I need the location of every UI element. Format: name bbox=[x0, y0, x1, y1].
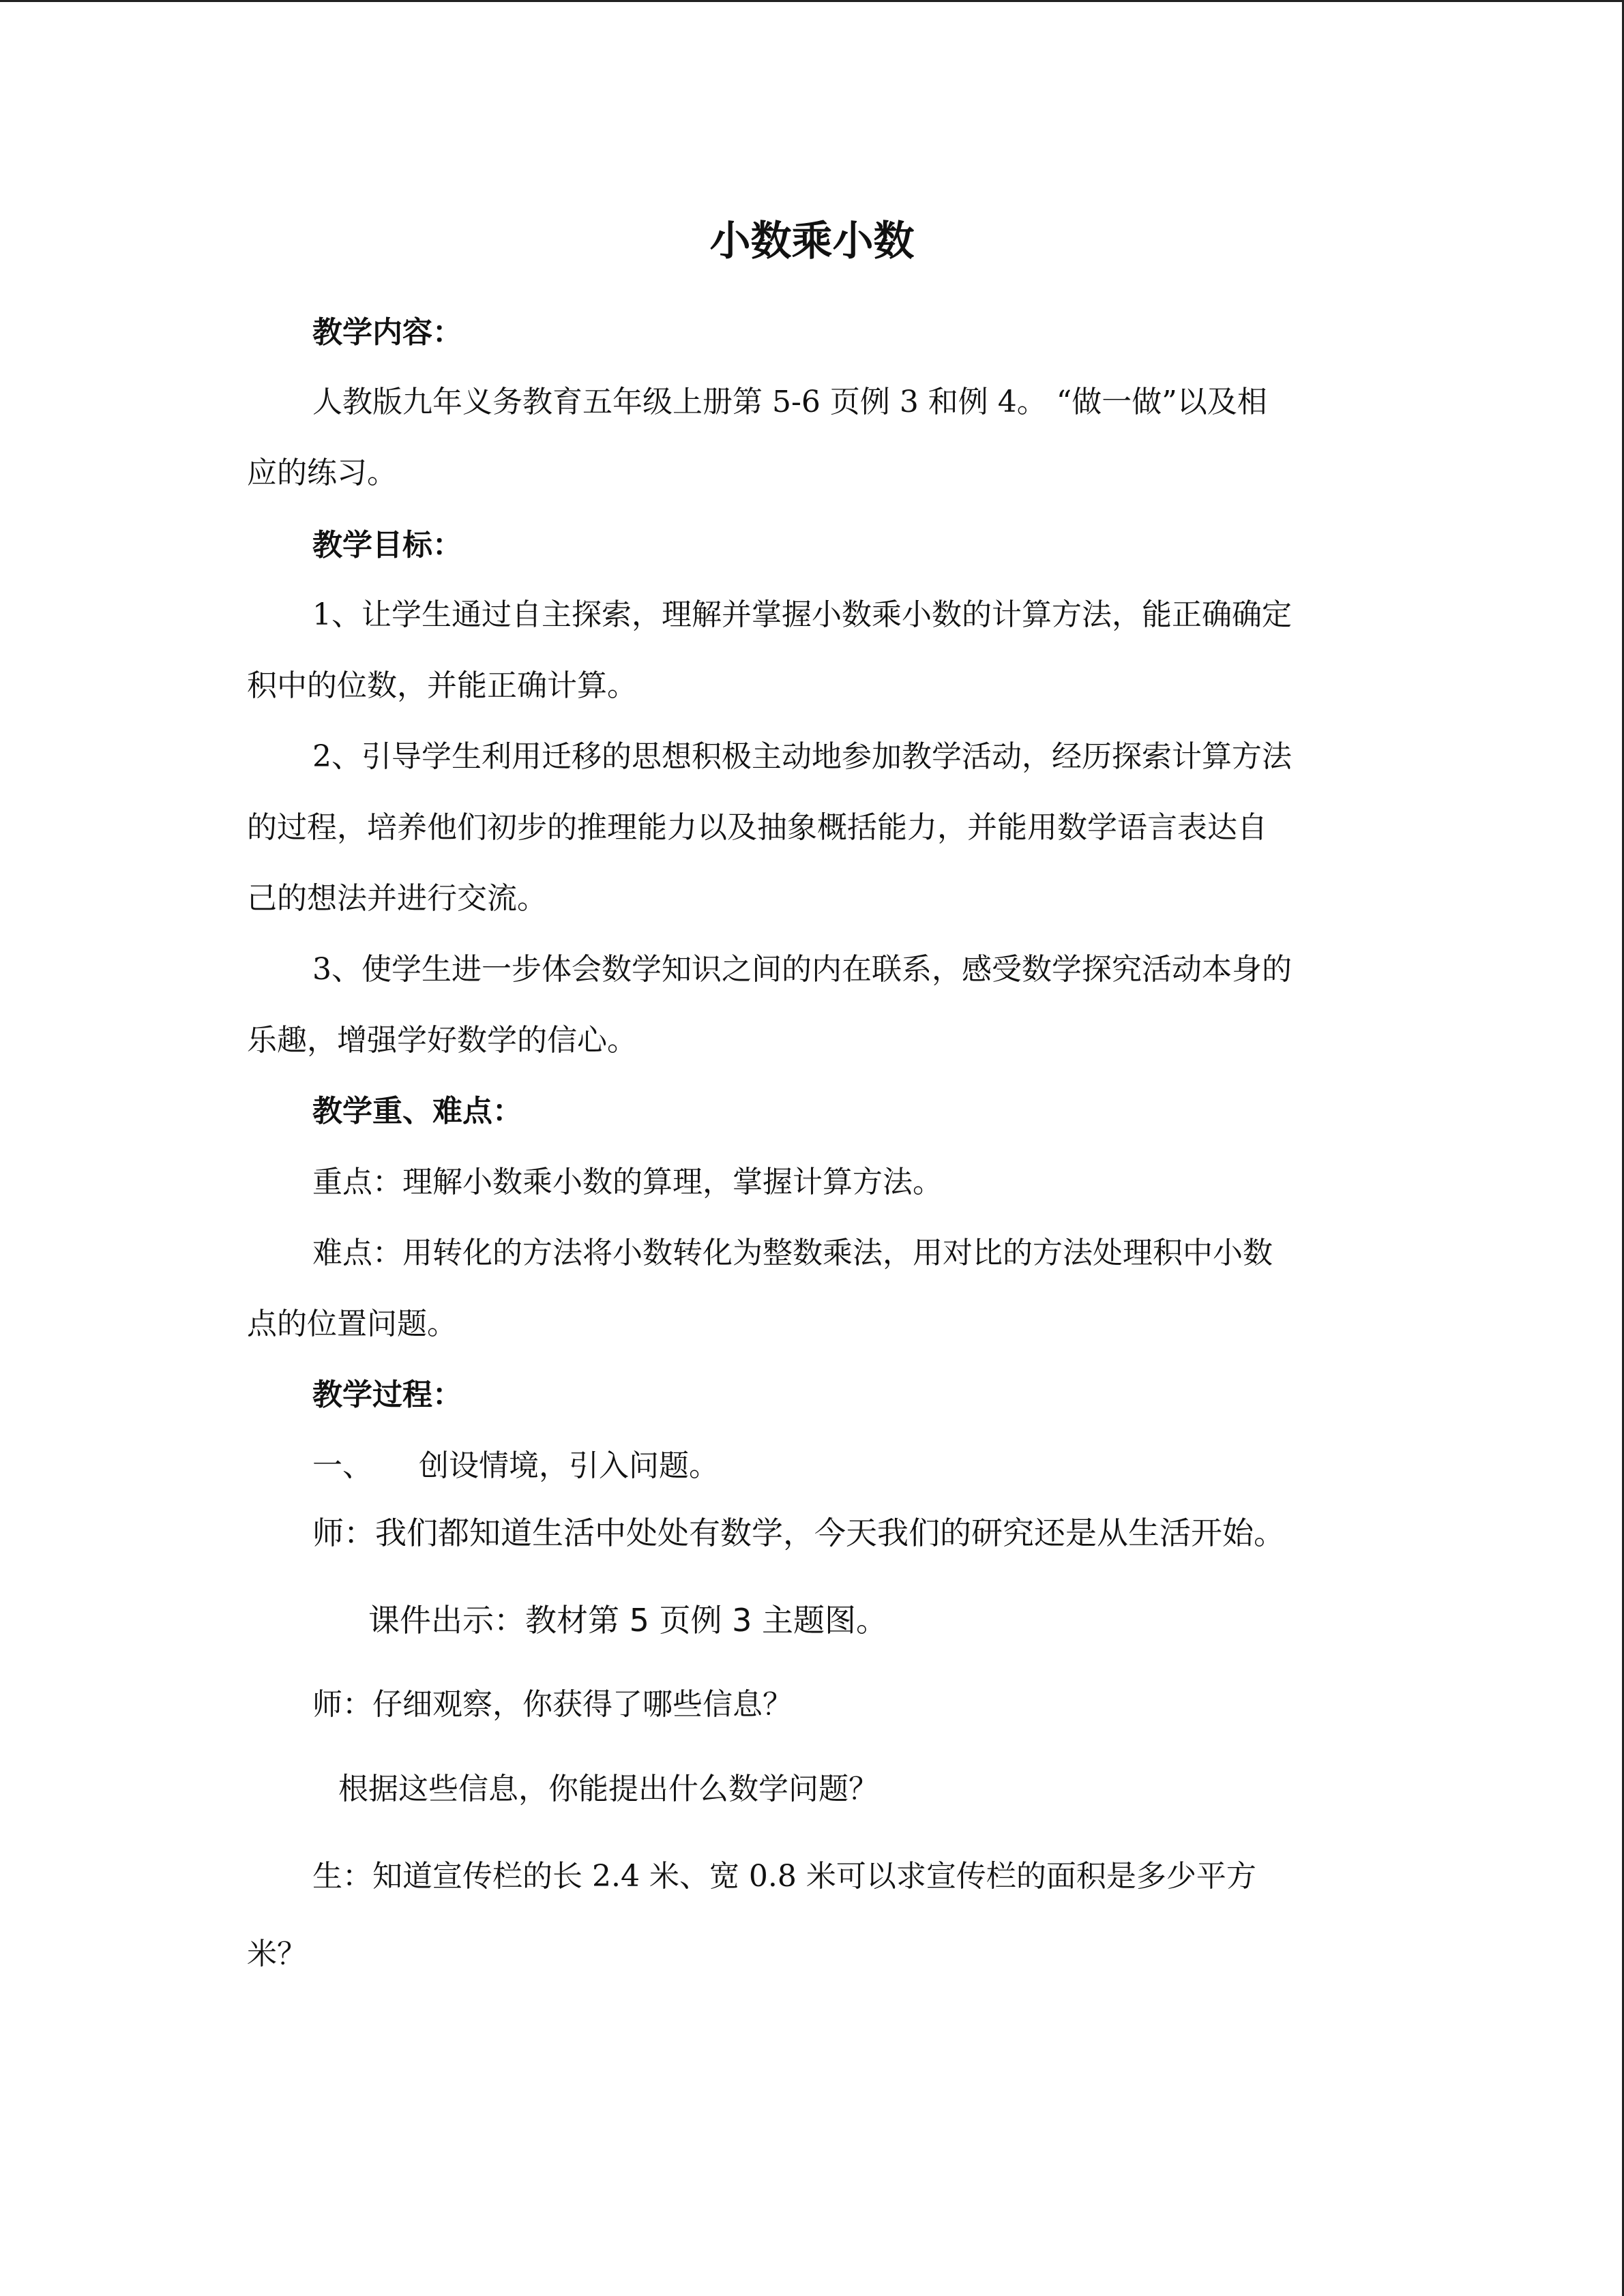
goal-2-line-1: 2、引导学生利用迁移的思想积极主动地参加教学活动，经历探索计算方法 bbox=[312, 739, 1292, 774]
document-title: 小数乘小数 bbox=[709, 218, 915, 265]
step-1-text: 创设情境，引入问题。 bbox=[419, 1448, 719, 1483]
teacher-line-2: 师：仔细观察，你获得了哪些信息？ bbox=[312, 1687, 793, 1722]
goal-1-line-2: 积中的位数，并能正确计算。 bbox=[247, 668, 637, 703]
goal-3-line-2: 乐趣，增强学好数学的信心。 bbox=[247, 1023, 637, 1058]
content-heading: 教学内容： bbox=[312, 315, 462, 350]
key-point-line: 重点：理解小数乘小数的算理，掌握计算方法。 bbox=[312, 1165, 943, 1199]
keypoints-heading: 教学重、难点： bbox=[312, 1094, 522, 1129]
content-line-1: 人教版九年义务教育五年级上册第 5-6 页例 3 和例 4。 “做一做”以及相 bbox=[312, 385, 1267, 419]
difficulty-line-1: 难点：用转化的方法将小数转化为整数乘法，用对比的方法处理积中小数 bbox=[312, 1236, 1273, 1270]
goals-heading: 教学目标： bbox=[312, 528, 462, 563]
goal-1-line-1: 1、让学生通过自主探索，理解并掌握小数乘小数的计算方法，能正确确定 bbox=[312, 597, 1292, 632]
process-heading: 教学过程： bbox=[312, 1377, 462, 1412]
goal-2-line-2: 的过程，培养他们初步的推理能力以及抽象概括能力，并能用数学语言表达自 bbox=[247, 810, 1267, 845]
question-line: 根据这些信息，你能提出什么数学问题？ bbox=[338, 1772, 879, 1806]
goal-3-line-1: 3、使学生进一步体会数学知识之间的内在联系，感受数学探究活动本身的 bbox=[312, 952, 1292, 987]
content-line-2: 应的练习。 bbox=[247, 456, 397, 490]
goal-2-line-3: 己的想法并进行交流。 bbox=[247, 881, 547, 916]
page-top-border bbox=[0, 0, 1624, 2]
step-1-number: 一、 bbox=[312, 1448, 372, 1483]
difficulty-line-2: 点的位置问题。 bbox=[247, 1307, 457, 1341]
courseware-line: 课件出示：教材第 5 页例 3 主题图。 bbox=[368, 1602, 888, 1639]
student-line-2: 米？ bbox=[247, 1937, 307, 1971]
step-1-line bbox=[312, 1447, 719, 1485]
teacher-line-1: 师：我们都知道生活中处处有数学，今天我们的研究还是从生活开始。 bbox=[312, 1515, 1285, 1551]
student-line-1: 生：知道宣传栏的长 2.4 米、宽 0.8 米可以求宣传栏的面积是多少平方 bbox=[312, 1859, 1256, 1894]
